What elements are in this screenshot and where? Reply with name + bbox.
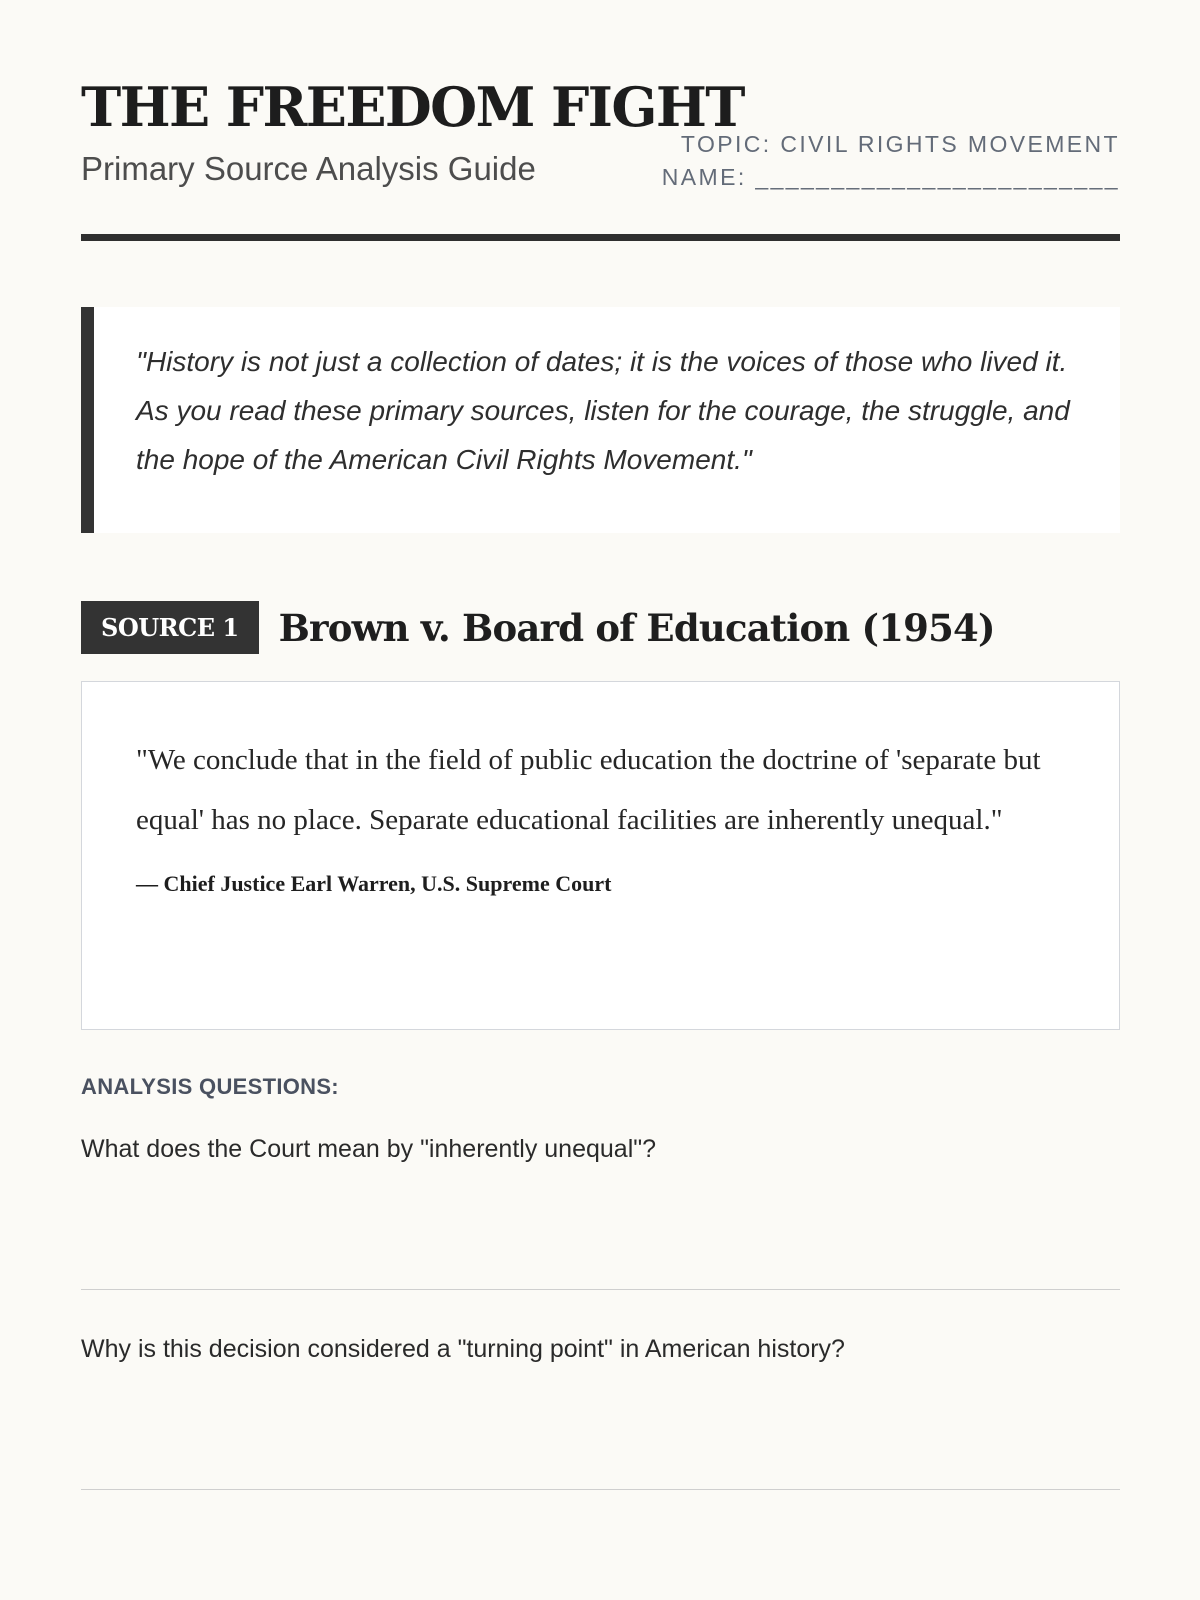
analysis-question-1: What does the Court mean by "inherently unequal"? <box>81 1135 657 1163</box>
topic-label: TOPIC: CIVIL RIGHTS MOVEMENT <box>680 131 1120 157</box>
name-field: NAME: ________________________ <box>661 164 1120 190</box>
analysis-question-2: Why is this decision considered a "turning point" in American history? <box>81 1335 845 1363</box>
worksheet-page <box>81 0 1120 1363</box>
page-subtitle: Primary Source Analysis Guide <box>81 150 536 187</box>
header-divider <box>81 234 1120 241</box>
answer-line-1[interactable] <box>81 1289 1120 1290</box>
page-title: THE FREEDOM FIGHT <box>81 75 744 139</box>
answer-line-2[interactable] <box>81 1489 1120 1490</box>
source-quote: "We conclude that in the field of public education the doctrine of 'separate but equal' has no place. Separate educational facilities are inherently unequal." <box>136 744 1041 836</box>
analysis-questions-label: ANALYSIS QUESTIONS: <box>81 1074 339 1099</box>
worksheet-meta <box>662 128 1120 194</box>
intro-quote: "History is not just a collection of dates; it is the voices of those who lived it. As you read these primary sources, listen for the courage, the struggle, and the hope of the American Civil Rights Movement." <box>81 307 1120 533</box>
source-1-header <box>81 601 995 654</box>
source-1-excerpt <box>81 681 1120 1030</box>
source-badge: SOURCE 1 <box>81 601 259 654</box>
worksheet-header <box>81 0 1120 242</box>
source-title: Brown v. Board of Education (1954) <box>278 605 995 650</box>
source-attribution: — Chief Justice Earl Warren, U.S. Supreme Court <box>136 871 612 896</box>
